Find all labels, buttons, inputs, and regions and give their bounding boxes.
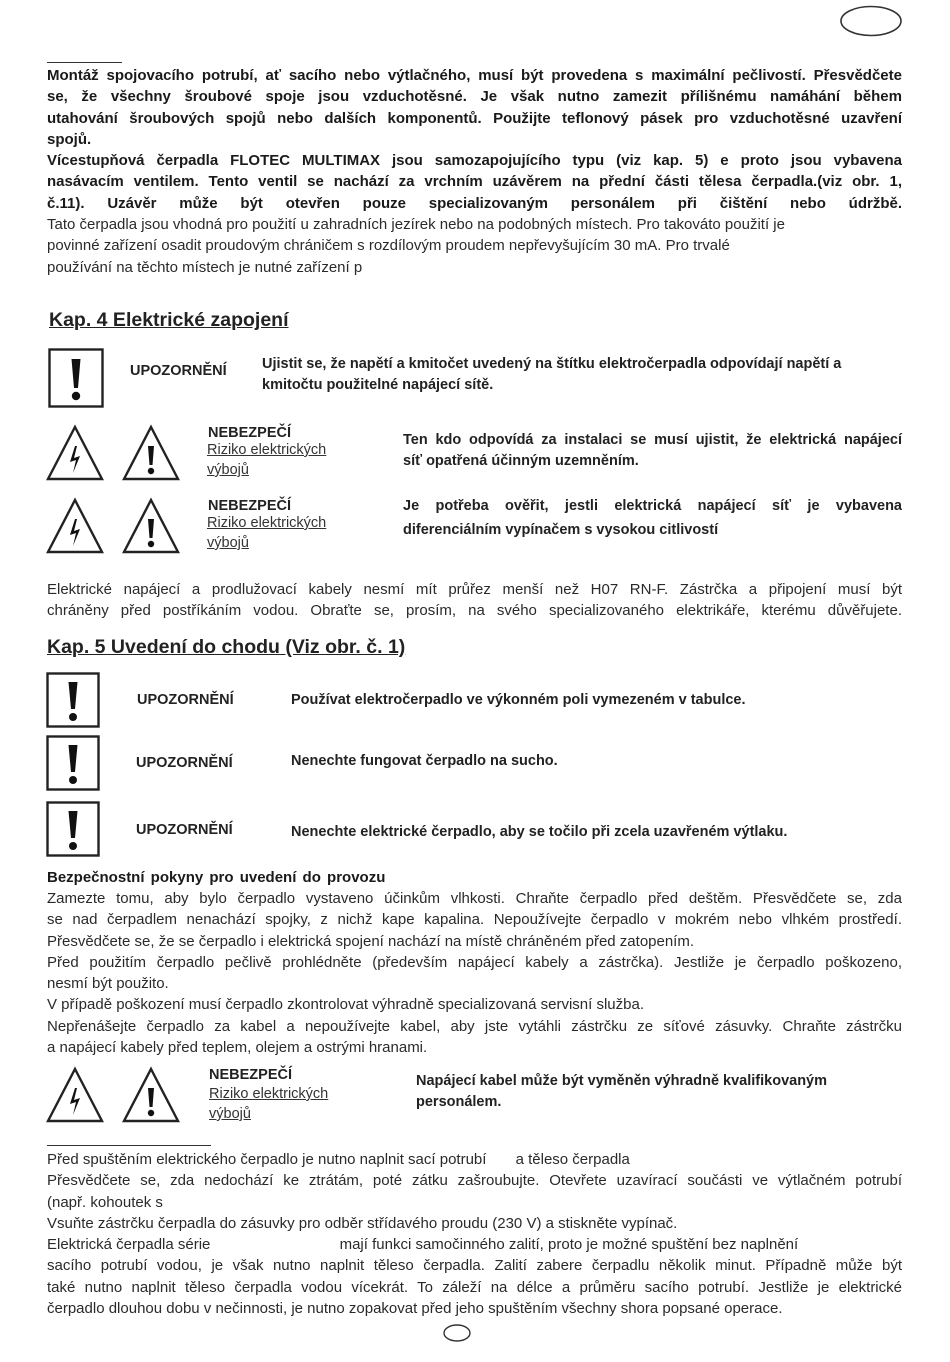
warning-text	[262, 354, 902, 396]
safety-line: Nepřenášejte čerpadlo za kabel a nepoužívejte kabel, aby jste vytáhli zástrčku ze síťové zásuvky. Chraňte zástrčku	[47, 1017, 902, 1035]
final-line: čerpadlo dlouhou dobu v nečinnosti, je nutno zopakovat před jeho spuštěním všechny shora popsané operace.	[47, 1300, 783, 1318]
danger-label	[209, 1067, 292, 1083]
danger-sublabel-line: Riziko elektrických	[209, 1086, 329, 1102]
warning-label: UPOZORNĚNÍ	[130, 363, 227, 379]
intro-bold-line: se, že všechny šroubové spoje jsou vzduchotěsné. Je však nutno zamezit přílišnému namáhání během	[47, 88, 902, 106]
intro-bold-paragraph	[47, 65, 902, 214]
safety-line: V případě poškození musí čerpadlo zkontrolovat výhradně specializovaná servisní služba.	[47, 996, 644, 1014]
danger-text	[403, 430, 902, 472]
danger-label	[208, 498, 291, 514]
danger-sublabel	[209, 1084, 328, 1124]
exclamation-box-icon	[48, 348, 104, 408]
warning-text: Nenechte elektrické čerpadlo, aby se točilo při zcela uzavřeném výtlaku.	[291, 824, 788, 840]
warning-label: UPOZORNĚNÍ	[136, 755, 233, 771]
general-danger-triangle-icon	[121, 497, 181, 555]
warning-text: Nenechte fungovat čerpadlo na sucho.	[291, 753, 558, 769]
final-line: (např. kohoutek s	[47, 1193, 163, 1211]
danger-label-title: NEBEZPEČÍ	[208, 425, 291, 441]
danger-label-title: NEBEZPEČÍ	[209, 1067, 292, 1083]
section-4-body	[47, 579, 902, 622]
section-4-heading: Kap. 4 Elektrické zapojení	[49, 309, 289, 331]
danger-text-line: Ten kdo odpovídá za instalaci se musí ujistit, že elektrická napájecí	[403, 432, 902, 448]
intro-bold-line: utahování šroubových spojů nebo dalších komponentů. Použijte teflonový pásek pro vzduchotěsné uzavření	[47, 109, 902, 127]
danger-sublabel-line: výbojů	[207, 535, 249, 551]
final-line: Vsuňte zástrčku čerpadla do zásuvky pro odběr střídavého proudu (230 V) a stiskněte vypínač.	[47, 1214, 678, 1232]
safety-line: a napájecí kabely před teplem, olejem a ostrými hranami.	[47, 1039, 428, 1057]
warning-text-line: Ujistit se, že napětí a kmitočet uvedený na štítku elektročerpadla odpovídají napětí a	[262, 356, 842, 372]
intro-line: povinné zařízení osadit proudovým chráničem s rozdílovým proudem nepřevyšujícím 30 mA. Pro trvalé	[47, 237, 730, 255]
final-line: Přesvědčete se, zda nedochází ke ztrátám, poté zátku zašroubujte. Otevřete uzavírací součásti ve výtlačném potrubí	[47, 1172, 902, 1190]
final-line: také nutno naplnit těleso čerpadla vodou vícekrát. To záleží na délce a průměru sacího potrubí. Jestliže je elektrické	[47, 1278, 902, 1296]
danger-sublabel-line: výbojů	[209, 1106, 251, 1122]
danger-sublabel-line: výbojů	[207, 462, 249, 478]
final-line: Před spuštěním elektrického čerpadlo je nutno naplnit sací potrubí a těleso čerpadla	[47, 1151, 630, 1168]
section-4-body-line: chráněny před postříkáním vodou. Obraťte se, prosím, na svého specializovaného elektrikáře, kterému důvěřujete.	[47, 602, 902, 620]
section-4-body-line: Elektrické napájecí a prodlužovací kabely nesmí mít průřez menší než H07 RN-F. Zástrčka a připojení musí být	[47, 581, 902, 598]
intro-line: používání na těchto místech je nutné zařízení p	[47, 258, 363, 276]
danger-text-line: Je potřeba ověřit, jestli elektrická napájecí síť je vybavena	[403, 498, 902, 514]
warning-text-line: kmitočtu použitelné napájecí sítě.	[262, 377, 494, 393]
exclamation-box-icon	[46, 672, 100, 728]
warning-label: UPOZORNĚNÍ	[136, 822, 233, 838]
danger-label-title: NEBEZPEČÍ	[208, 498, 291, 514]
danger-text-line: personálem.	[416, 1094, 502, 1110]
safety-line: se nad čerpadlem nenachází spojky, z nichž kape kapalina. Nepoužívejte čerpadlo v mokrém nebo vlhkém prostředí.	[47, 911, 902, 929]
danger-sublabel-line: Riziko elektrických	[207, 442, 327, 458]
danger-text-line: síť opatřená účinným uzemněním.	[403, 453, 639, 469]
danger-sublabel	[207, 513, 326, 553]
safety-line: nesmí být použito.	[47, 975, 169, 993]
intro-bold-line: Montáž spojovacího potrubí, ať sacího nebo výtlačného, musí být provedena s maximální pečlivostí. Přesvědčete	[47, 67, 902, 84]
general-danger-triangle-icon	[121, 424, 181, 482]
intro-line: Tato čerpadla jsou vhodná pro použití u zahradních jezírek nebo na podobných místech. Pro takováto použití je	[47, 216, 785, 233]
danger-sublabel-line: Riziko elektrických	[207, 515, 327, 531]
warning-label: UPOZORNĚNÍ	[137, 692, 234, 708]
safety-line: Zamezte tomu, aby bylo čerpadlo vystaveno účinkům vlhkosti. Chraňte čerpadlo před deštěm. Přesvědčete se, zda	[47, 890, 902, 907]
final-line: sacího potrubí vodou, je však nutno naplnit těleso čerpadla. Zalití zabere čerpadlu několik minut. Případně může být	[47, 1257, 902, 1275]
intro-bold-line: Vícestupňová čerpadla FLOTEC MULTIMAX jsou samozapojujícího typu (viz kap. 5) e proto jsou vybavena	[47, 152, 902, 170]
exclamation-box-icon	[46, 735, 100, 791]
general-danger-triangle-icon	[121, 1066, 181, 1124]
language-oval-badge	[839, 5, 903, 37]
danger-text-line: diferenciálním vypínačem s vysokou citlivostí	[403, 522, 719, 538]
electric-hazard-triangle-icon	[45, 424, 105, 482]
intro-bold-line: spojů.	[47, 130, 92, 148]
intro-bold-line: nasávacím ventilem. Tento ventil se nachází za vrchním uzávěrem na přední části tělesa čerpadla.(viz obr. 1,	[47, 173, 902, 191]
page-number-oval	[442, 1323, 472, 1343]
danger-sublabel	[207, 440, 326, 480]
danger-text	[416, 1071, 902, 1113]
safety-line: Přesvědčete se, že se čerpadlo i elektrická spojení nachází na místě chráněném před zatopením.	[47, 932, 695, 950]
section-5-heading: Kap. 5 Uvedení do chodu (Viz obr. č. 1)	[47, 636, 406, 658]
danger-text-line: Napájecí kabel může být vyměněn výhradně kvalifikovaným	[416, 1073, 828, 1089]
danger-label	[208, 425, 291, 441]
exclamation-box-icon	[46, 801, 100, 857]
final-paragraph	[47, 1149, 902, 1319]
section-rule	[47, 1145, 211, 1146]
top-rule	[47, 62, 122, 63]
safety-heading: Bezpečnostní pokyny pro uvedení do provozu	[47, 869, 386, 886]
electric-hazard-triangle-icon	[45, 1066, 105, 1124]
final-line: Elektrická čerpadla série mají funkci samočinného zalití, proto je možné spuštění bez naplnění	[47, 1236, 799, 1254]
safety-paragraph	[47, 888, 902, 1058]
intro-bold-line: č.11). Uzávěr může být otevřen pouze specializovaným personálem při čištění nebo údržbě.	[47, 194, 902, 212]
intro-normal-paragraph	[47, 214, 902, 278]
electric-hazard-triangle-icon	[45, 497, 105, 555]
warning-text: Používat elektročerpadlo ve výkonném poli vymezeném v tabulce.	[291, 692, 746, 708]
safety-line: Před použitím čerpadlo pečlivě prohlédněte (především napájecí kabely a zástrčka). Jestliže je čerpadlo poškozeno,	[47, 953, 902, 971]
danger-text	[403, 494, 902, 542]
